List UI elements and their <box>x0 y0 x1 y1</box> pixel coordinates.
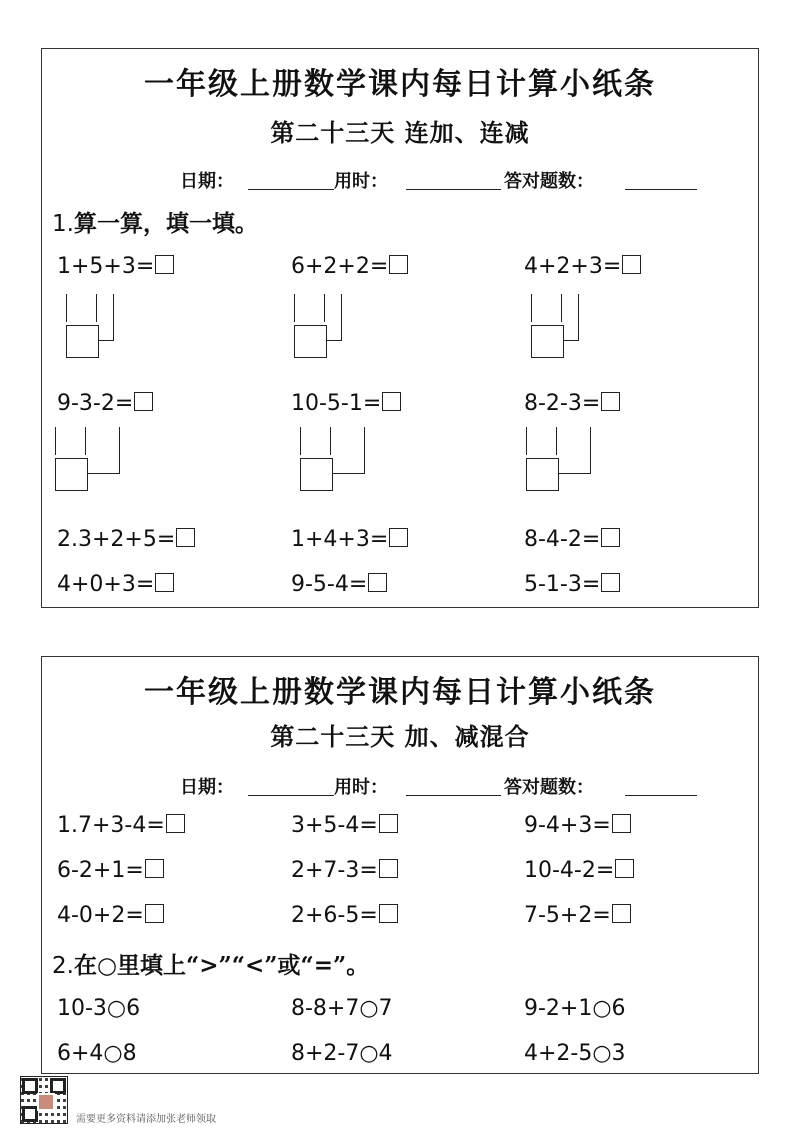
avatar <box>37 1093 55 1111</box>
equation: 1.7+3-4= <box>57 813 185 838</box>
equation: 7-5+2= <box>524 903 631 928</box>
time-label: 用时： <box>334 171 388 192</box>
equation: 6-2+1= <box>57 858 164 883</box>
equation: 8-2-3= <box>524 391 620 416</box>
answer-box[interactable] <box>166 814 185 833</box>
worksheet-subtitle: 第二十三天 连加、连减 <box>270 118 530 147</box>
step-diagram <box>66 294 136 364</box>
equation: 3+5-4= <box>291 813 398 838</box>
answer-box[interactable] <box>145 904 164 923</box>
equation: 9-5-4= <box>291 572 387 597</box>
equation: 2.3+2+5= <box>57 527 195 552</box>
comparison-item[interactable]: 8+2-7○4 <box>291 1041 393 1066</box>
worksheet-card-1 <box>41 48 759 608</box>
date-field[interactable] <box>248 189 334 190</box>
answer-box[interactable] <box>389 255 408 274</box>
answer-box[interactable] <box>379 904 398 923</box>
section-number: 2. <box>52 953 74 979</box>
step-diagram <box>300 427 370 497</box>
answer-box[interactable] <box>368 573 387 592</box>
equation: 9-3-2= <box>57 391 153 416</box>
equation: 4+0+3= <box>57 572 174 597</box>
worksheet-title: 一年级上册数学课内每日计算小纸条 <box>144 675 656 710</box>
equation: 1+4+3= <box>291 527 408 552</box>
equation: 6+2+2= <box>291 254 408 279</box>
answer-box[interactable] <box>601 573 620 592</box>
section-heading-2 <box>52 947 369 980</box>
comparison-item[interactable]: 10-3○6 <box>57 996 141 1021</box>
equation: 1+5+3= <box>57 254 174 279</box>
equation: 10-4-2= <box>524 858 634 883</box>
section-number: 1. <box>52 211 74 237</box>
step-diagram <box>531 294 601 364</box>
answer-box[interactable] <box>601 528 620 547</box>
answer-box[interactable] <box>622 255 641 274</box>
answer-box[interactable] <box>382 392 401 411</box>
worksheet-subtitle: 第二十三天 加、减混合 <box>270 722 530 751</box>
time-label: 用时： <box>334 777 388 798</box>
qr-code-icon[interactable] <box>20 1076 68 1124</box>
equation: 4-0+2= <box>57 903 164 928</box>
equation: 2+6-5= <box>291 903 398 928</box>
step-diagram <box>294 294 364 364</box>
date-field[interactable] <box>248 795 334 796</box>
score-field[interactable] <box>625 189 697 190</box>
score-field[interactable] <box>625 795 697 796</box>
time-field[interactable] <box>406 795 501 796</box>
section-heading-1 <box>52 205 258 238</box>
answer-box[interactable] <box>612 814 631 833</box>
equation: 8-4-2= <box>524 527 620 552</box>
equation: 5-1-3= <box>524 572 620 597</box>
answer-box[interactable] <box>389 528 408 547</box>
answer-box[interactable] <box>379 814 398 833</box>
worksheet-card-2 <box>41 656 759 1074</box>
step-answer-box[interactable] <box>55 458 88 491</box>
section-text: 在○里填上“>”“<”或“=”。 <box>73 952 370 979</box>
comparison-item[interactable]: 6+4○8 <box>57 1041 137 1066</box>
step-diagram <box>55 427 125 497</box>
answer-box[interactable] <box>176 528 195 547</box>
equation: 9-4+3= <box>524 813 631 838</box>
footer-note: 需要更多资料请添加张老师领取 <box>76 1114 216 1125</box>
comparison-item[interactable]: 4+2-5○3 <box>524 1041 626 1066</box>
step-answer-box[interactable] <box>531 325 564 358</box>
answer-box[interactable] <box>379 859 398 878</box>
step-answer-box[interactable] <box>526 458 559 491</box>
answer-box[interactable] <box>612 904 631 923</box>
answer-box[interactable] <box>155 573 174 592</box>
answer-box[interactable] <box>134 392 153 411</box>
date-label: 日期： <box>180 171 234 192</box>
date-label: 日期： <box>180 777 234 798</box>
score-label: 答对题数： <box>504 171 594 192</box>
step-diagram <box>526 427 596 497</box>
answer-box[interactable] <box>145 859 164 878</box>
step-answer-box[interactable] <box>66 325 99 358</box>
equation: 10-5-1= <box>291 391 401 416</box>
step-answer-box[interactable] <box>300 458 333 491</box>
answer-box[interactable] <box>601 392 620 411</box>
answer-box[interactable] <box>155 255 174 274</box>
answer-box[interactable] <box>615 859 634 878</box>
step-answer-box[interactable] <box>294 325 327 358</box>
time-field[interactable] <box>406 189 501 190</box>
comparison-item[interactable]: 9-2+1○6 <box>524 996 626 1021</box>
section-text: 算一算，填一填。 <box>73 210 258 237</box>
equation: 4+2+3= <box>524 254 641 279</box>
score-label: 答对题数： <box>504 777 594 798</box>
comparison-item[interactable]: 8-8+7○7 <box>291 996 393 1021</box>
equation: 2+7-3= <box>291 858 398 883</box>
worksheet-title: 一年级上册数学课内每日计算小纸条 <box>144 67 656 102</box>
